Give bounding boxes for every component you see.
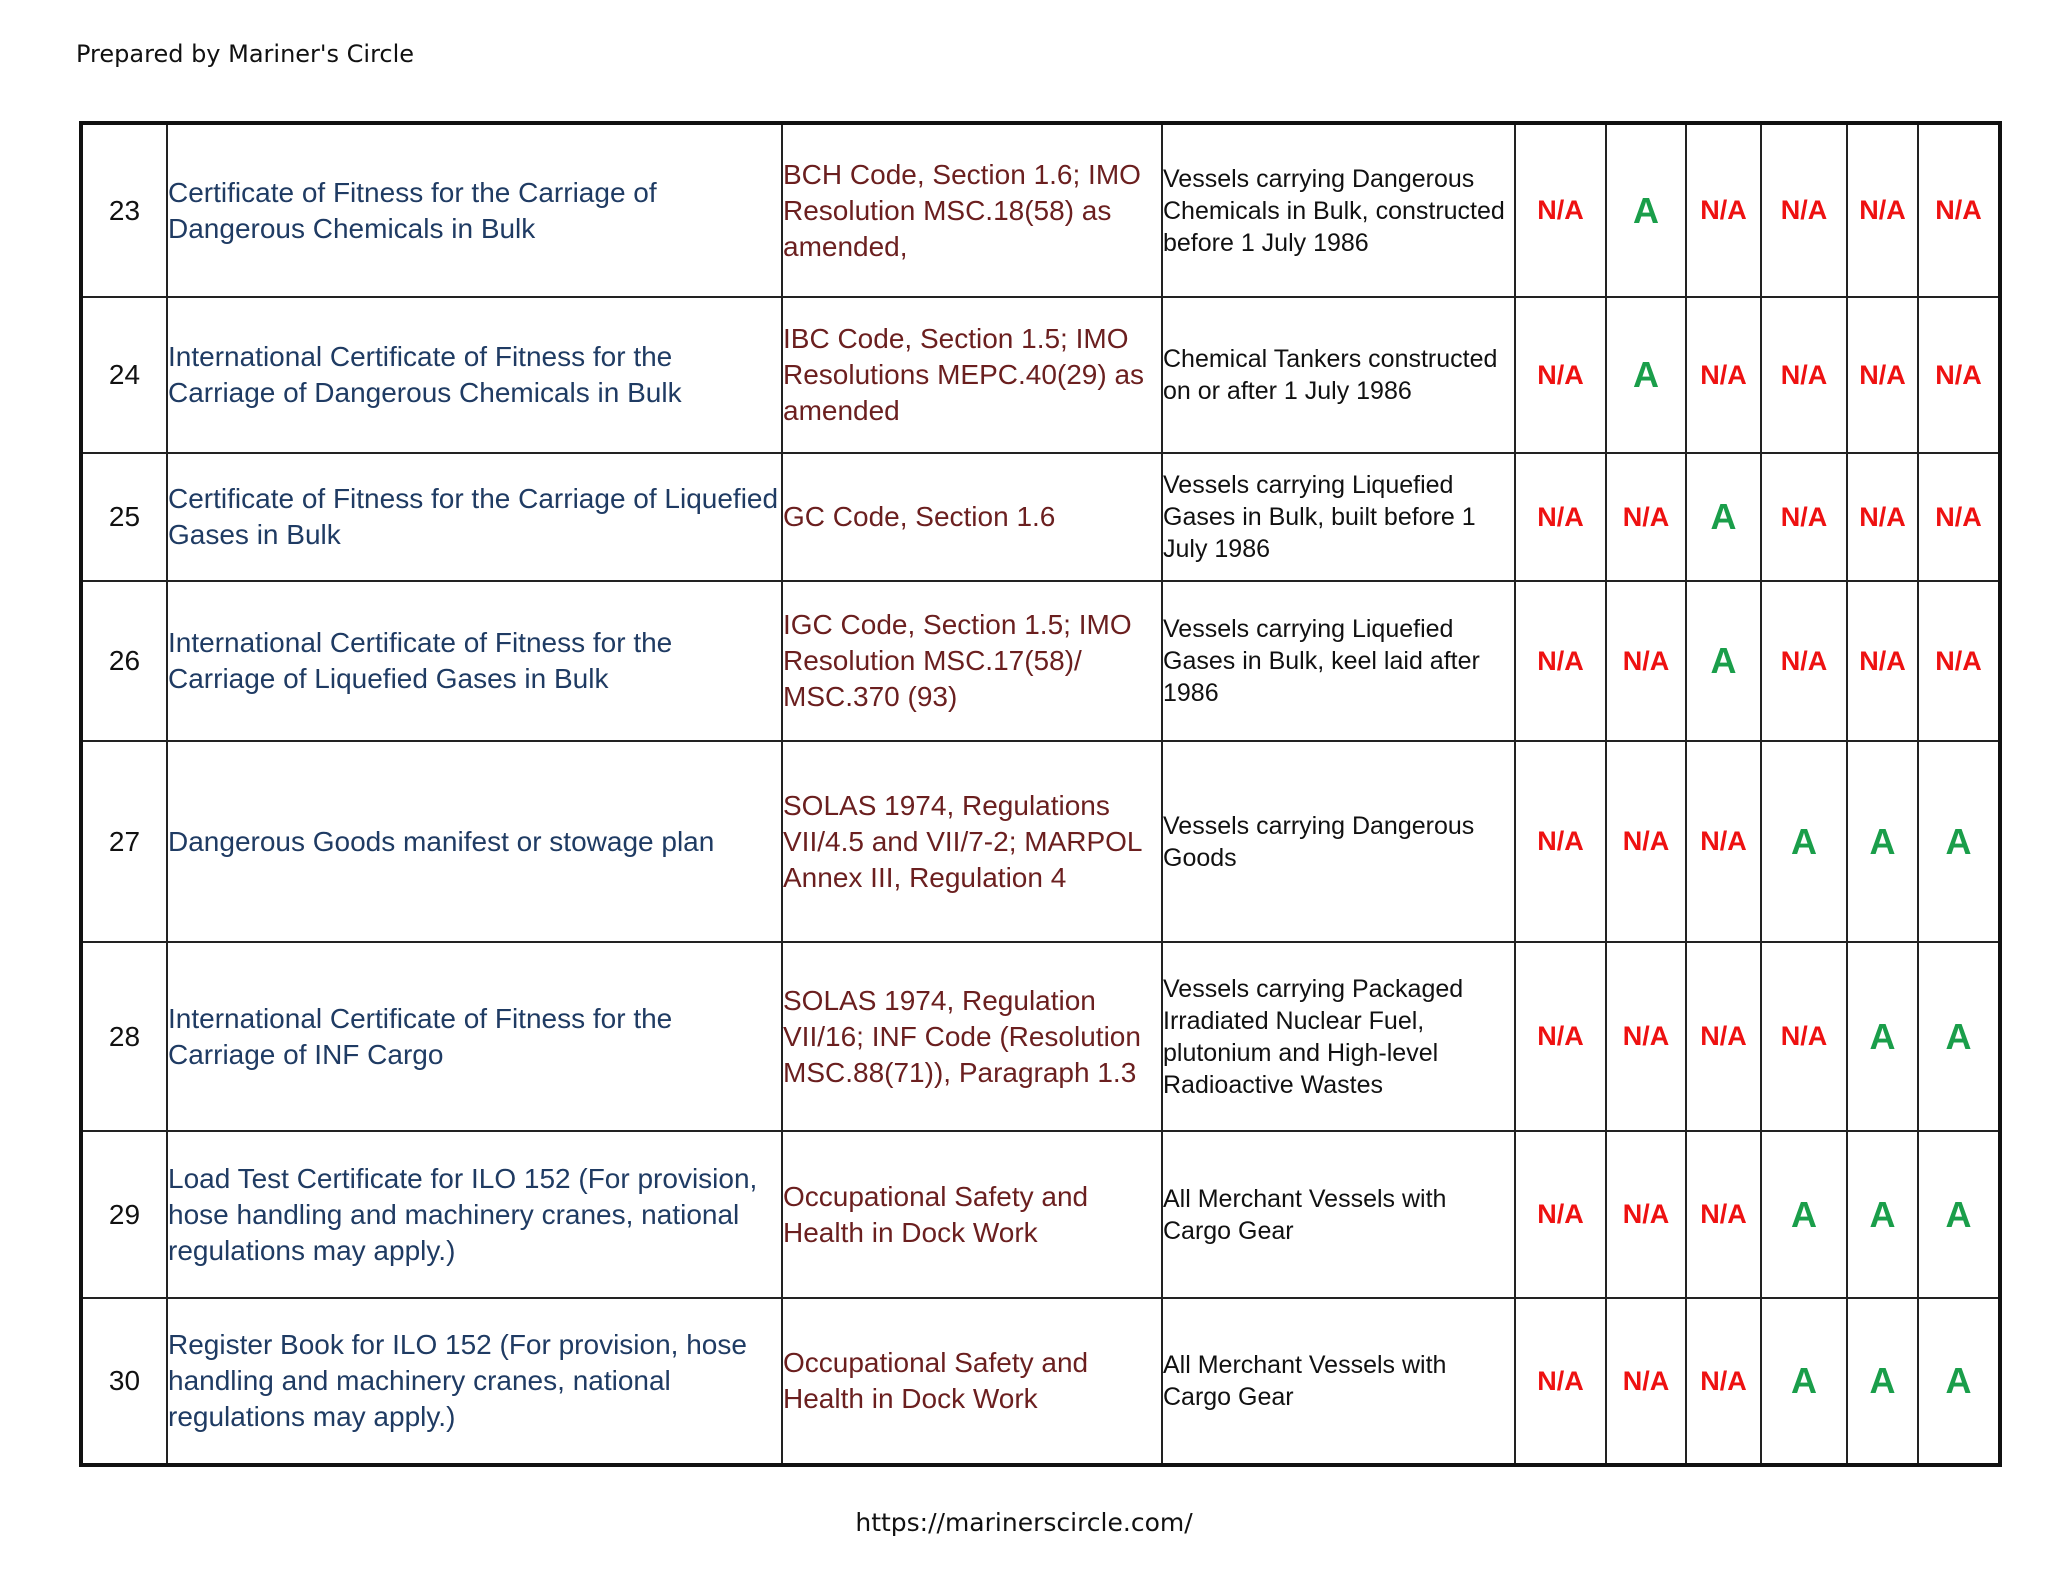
not-applicable-mark: N/A bbox=[1606, 1298, 1686, 1465]
table-row bbox=[81, 453, 2000, 581]
row-number: 25 bbox=[81, 453, 167, 581]
row-number: 30 bbox=[81, 1298, 167, 1465]
table-row bbox=[81, 1298, 2000, 1465]
applicability: Vessels carrying Packaged Irradiated Nuclear Fuel, plutonium and High-level Radioactive Wastes bbox=[1162, 942, 1515, 1131]
not-applicable-mark: N/A bbox=[1761, 942, 1847, 1131]
regulation-reference: SOLAS 1974, Regulation VII/16; INF Code (Resolution MSC.88(71)), Paragraph 1.3 bbox=[782, 942, 1162, 1131]
not-applicable-mark: N/A bbox=[1515, 297, 1606, 453]
applicability: Vessels carrying Dangerous Goods bbox=[1162, 741, 1515, 942]
certificate-title: International Certificate of Fitness for the Carriage of Dangerous Chemicals in Bulk bbox=[167, 297, 782, 453]
not-applicable-mark: N/A bbox=[1918, 581, 2000, 741]
applicable-mark: A bbox=[1606, 297, 1686, 453]
certificate-title: Certificate of Fitness for the Carriage of Dangerous Chemicals in Bulk bbox=[167, 123, 782, 297]
row-number: 29 bbox=[81, 1131, 167, 1298]
not-applicable-mark: N/A bbox=[1918, 453, 2000, 581]
applicable-mark: A bbox=[1761, 1298, 1847, 1465]
not-applicable-mark: N/A bbox=[1847, 297, 1918, 453]
table-row bbox=[81, 1131, 2000, 1298]
not-applicable-mark: N/A bbox=[1515, 123, 1606, 297]
applicability: Vessels carrying Liquefied Gases in Bulk, built before 1 July 1986 bbox=[1162, 453, 1515, 581]
applicability: Vessels carrying Dangerous Chemicals in Bulk, constructed before 1 July 1986 bbox=[1162, 123, 1515, 297]
table-row bbox=[81, 942, 2000, 1131]
applicability: All Merchant Vessels with Cargo Gear bbox=[1162, 1131, 1515, 1298]
applicable-mark: A bbox=[1918, 942, 2000, 1131]
not-applicable-mark: N/A bbox=[1761, 453, 1847, 581]
row-number: 26 bbox=[81, 581, 167, 741]
row-number: 28 bbox=[81, 942, 167, 1131]
not-applicable-mark: N/A bbox=[1515, 1298, 1606, 1465]
not-applicable-mark: N/A bbox=[1761, 297, 1847, 453]
not-applicable-mark: N/A bbox=[1847, 581, 1918, 741]
regulation-reference: IGC Code, Section 1.5; IMO Resolution MSC.17(58)/ MSC.370 (93) bbox=[782, 581, 1162, 741]
not-applicable-mark: N/A bbox=[1847, 123, 1918, 297]
not-applicable-mark: N/A bbox=[1686, 741, 1761, 942]
applicable-mark: A bbox=[1918, 1131, 2000, 1298]
not-applicable-mark: N/A bbox=[1761, 123, 1847, 297]
row-number: 24 bbox=[81, 297, 167, 453]
certificate-title: International Certificate of Fitness for the Carriage of INF Cargo bbox=[167, 942, 782, 1131]
applicability: All Merchant Vessels with Cargo Gear bbox=[1162, 1298, 1515, 1465]
applicable-mark: A bbox=[1847, 942, 1918, 1131]
applicable-mark: A bbox=[1761, 741, 1847, 942]
applicable-mark: A bbox=[1918, 1298, 2000, 1465]
regulation-reference: SOLAS 1974, Regulations VII/4.5 and VII/7-2; MARPOL Annex III, Regulation 4 bbox=[782, 741, 1162, 942]
certificates-table bbox=[79, 121, 2002, 1467]
not-applicable-mark: N/A bbox=[1515, 453, 1606, 581]
table-row bbox=[81, 123, 2000, 297]
not-applicable-mark: N/A bbox=[1847, 453, 1918, 581]
applicability: Chemical Tankers constructed on or after 1 July 1986 bbox=[1162, 297, 1515, 453]
regulation-reference: BCH Code, Section 1.6; IMO Resolution MSC.18(58) as amended, bbox=[782, 123, 1162, 297]
applicable-mark: A bbox=[1686, 453, 1761, 581]
not-applicable-mark: N/A bbox=[1686, 1298, 1761, 1465]
not-applicable-mark: N/A bbox=[1515, 1131, 1606, 1298]
applicable-mark: A bbox=[1761, 1131, 1847, 1298]
row-number: 23 bbox=[81, 123, 167, 297]
applicability: Vessels carrying Liquefied Gases in Bulk, keel laid after 1986 bbox=[1162, 581, 1515, 741]
certificate-title: Load Test Certificate for ILO 152 (For provision, hose handling and machinery cranes, national regulations may apply.) bbox=[167, 1131, 782, 1298]
page-footer-url: https://marinerscircle.com/ bbox=[855, 1508, 1193, 1537]
applicable-mark: A bbox=[1918, 741, 2000, 942]
not-applicable-mark: N/A bbox=[1686, 942, 1761, 1131]
regulation-reference: Occupational Safety and Health in Dock Work bbox=[782, 1298, 1162, 1465]
regulation-reference: IBC Code, Section 1.5; IMO Resolutions MEPC.40(29) as amended bbox=[782, 297, 1162, 453]
not-applicable-mark: N/A bbox=[1515, 581, 1606, 741]
certificate-title: Dangerous Goods manifest or stowage plan bbox=[167, 741, 782, 942]
row-number: 27 bbox=[81, 741, 167, 942]
not-applicable-mark: N/A bbox=[1606, 453, 1686, 581]
not-applicable-mark: N/A bbox=[1515, 741, 1606, 942]
not-applicable-mark: N/A bbox=[1606, 942, 1686, 1131]
table-row bbox=[81, 297, 2000, 453]
not-applicable-mark: N/A bbox=[1606, 581, 1686, 741]
applicable-mark: A bbox=[1847, 741, 1918, 942]
not-applicable-mark: N/A bbox=[1761, 581, 1847, 741]
regulation-reference: GC Code, Section 1.6 bbox=[782, 453, 1162, 581]
certificate-title: Certificate of Fitness for the Carriage of Liquefied Gases in Bulk bbox=[167, 453, 782, 581]
not-applicable-mark: N/A bbox=[1686, 123, 1761, 297]
not-applicable-mark: N/A bbox=[1918, 297, 2000, 453]
applicable-mark: A bbox=[1847, 1298, 1918, 1465]
not-applicable-mark: N/A bbox=[1918, 123, 2000, 297]
table-row bbox=[81, 581, 2000, 741]
not-applicable-mark: N/A bbox=[1606, 1131, 1686, 1298]
not-applicable-mark: N/A bbox=[1686, 297, 1761, 453]
applicable-mark: A bbox=[1606, 123, 1686, 297]
certificate-title: International Certificate of Fitness for the Carriage of Liquefied Gases in Bulk bbox=[167, 581, 782, 741]
not-applicable-mark: N/A bbox=[1686, 1131, 1761, 1298]
applicable-mark: A bbox=[1847, 1131, 1918, 1298]
not-applicable-mark: N/A bbox=[1515, 942, 1606, 1131]
page-header: Prepared by Mariner's Circle bbox=[76, 40, 415, 68]
table-row bbox=[81, 741, 2000, 942]
regulation-reference: Occupational Safety and Health in Dock Work bbox=[782, 1131, 1162, 1298]
certificate-title: Register Book for ILO 152 (For provision, hose handling and machinery cranes, national regulations may apply.) bbox=[167, 1298, 782, 1465]
applicable-mark: A bbox=[1686, 581, 1761, 741]
not-applicable-mark: N/A bbox=[1606, 741, 1686, 942]
